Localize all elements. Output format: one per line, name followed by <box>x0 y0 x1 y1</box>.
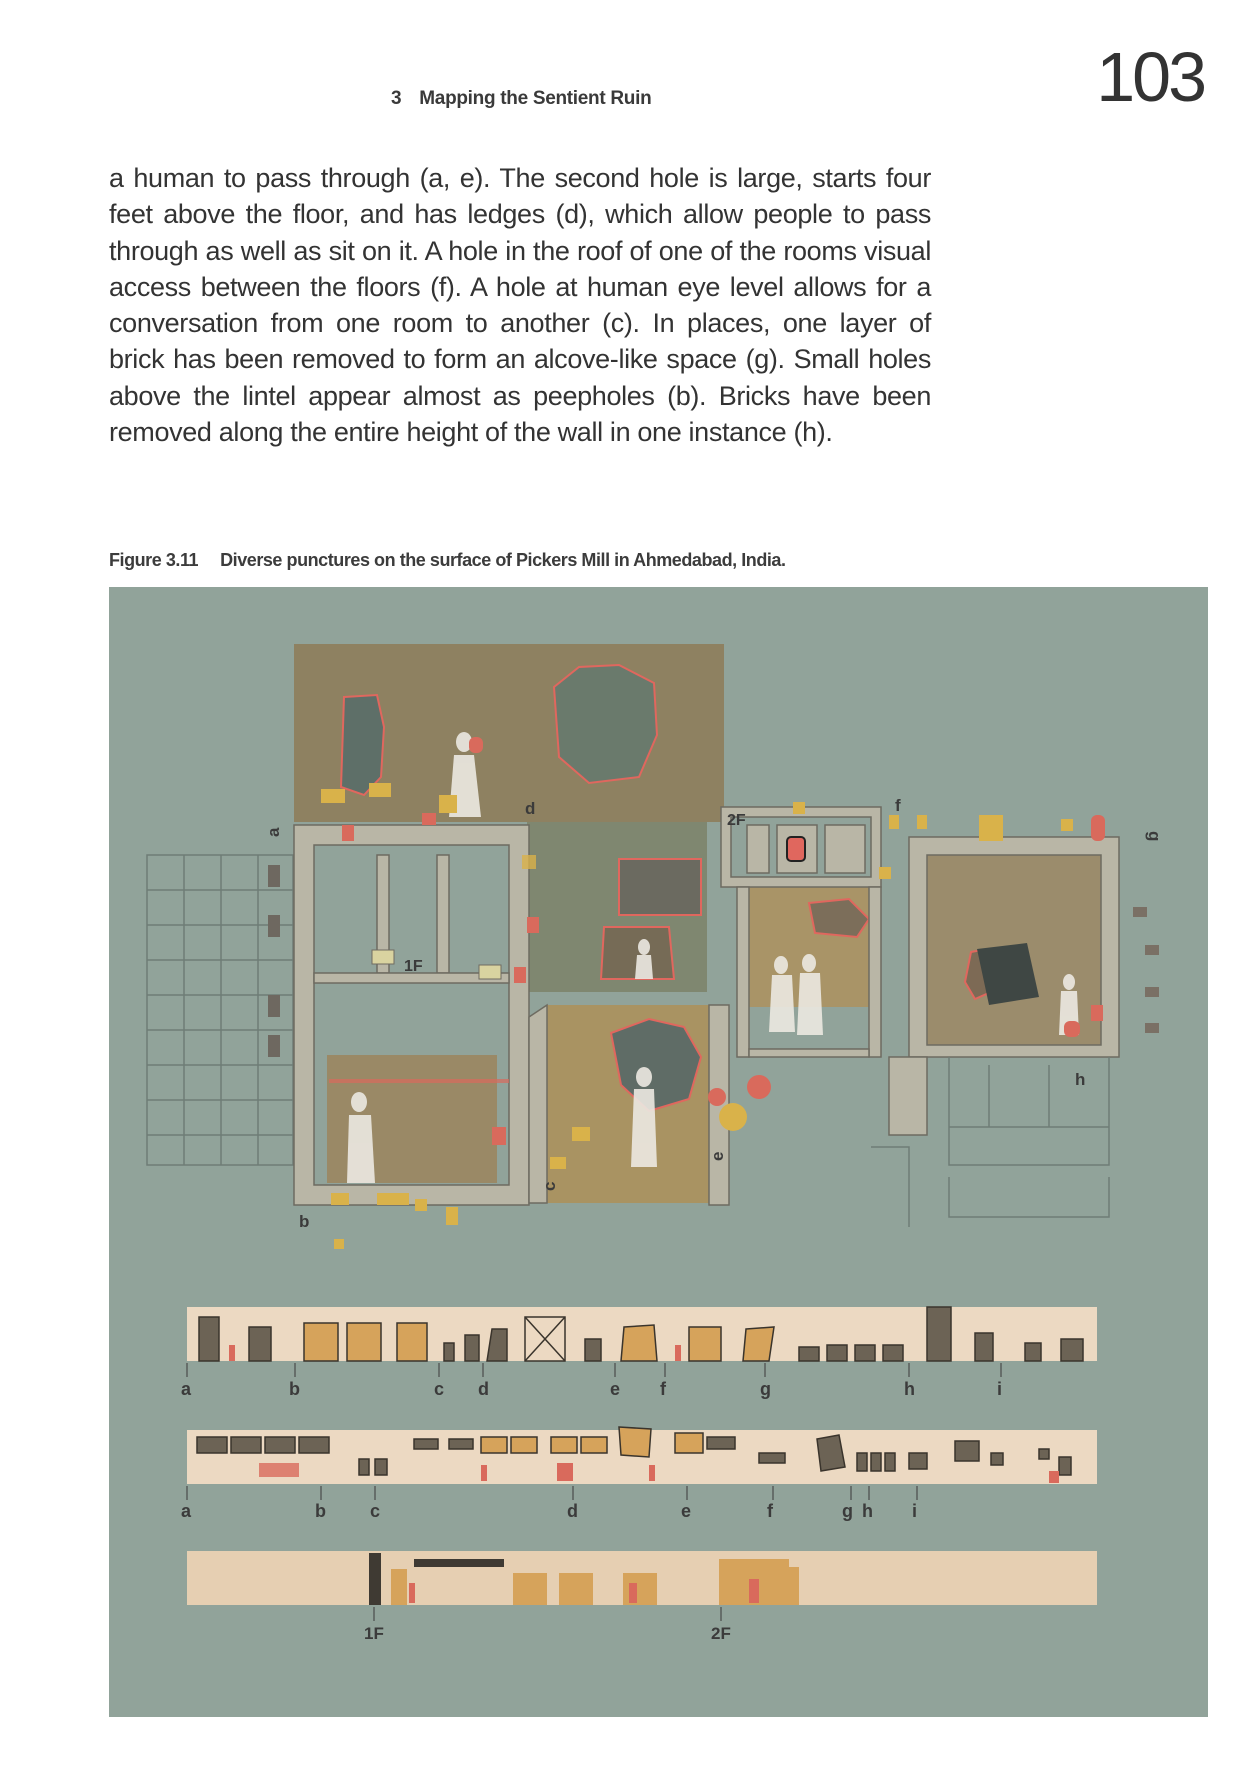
strip3-label-2f: 2F <box>711 1624 731 1643</box>
plan-label-f: f <box>895 796 901 815</box>
strip2-label-c: c <box>370 1501 381 1521</box>
plan-label-b: b <box>299 1212 310 1231</box>
strip2-label-b: b <box>315 1501 326 1521</box>
elevation-strip-2 <box>181 1427 1097 1521</box>
strip1-label-g: g <box>760 1379 771 1399</box>
strip1-label-e: e <box>610 1379 621 1399</box>
figure-label: Figure 3.11 <box>109 550 199 570</box>
figure-panel <box>109 587 1208 1717</box>
figure-caption-text: Diverse punctures on the surface of Pickers Mill in Ahmedabad, India. <box>220 550 786 570</box>
strip1-label-f: f <box>660 1379 666 1399</box>
plan-label-2f: 2F <box>727 812 746 829</box>
plan-label-d: d <box>525 799 536 818</box>
strip2-label-f: f <box>767 1501 773 1521</box>
site-plan <box>147 644 1164 1249</box>
chapter-number: 3 <box>391 88 402 109</box>
page-number: 103 <box>1096 38 1204 116</box>
strip1-label-b: b <box>289 1379 300 1399</box>
chapter-title: Mapping the Sentient Ruin <box>419 88 652 109</box>
body-paragraph: a human to pass through (a, e). The second hole is large, starts four feet above the floor, and has ledges (d), which allow people to pass through as well as sit on it. A hole in the roof of one of the rooms visual access between the floors (f). A hole at human eye level allows for a conversation from one room to another (c). In places, one layer of brick has been removed to form an alcove-like space (g). Small holes above the lintel appear almost as peepholes (b). Bricks have been removed along the entire height of the wall in one instance (h). <box>109 163 931 448</box>
strip1-label-a: a <box>181 1379 192 1399</box>
plan-label-g: g <box>1145 831 1164 842</box>
strip2-label-g: g <box>842 1501 853 1521</box>
elevation-strip-3 <box>187 1551 1097 1643</box>
roof-hole <box>787 837 805 861</box>
strip2-label-h: h <box>862 1501 873 1521</box>
figure-illustration <box>109 587 1208 1717</box>
strip2-label-d: d <box>567 1501 578 1521</box>
plan-label-1f: 1F <box>404 958 423 975</box>
plan-label-c: c <box>540 1181 559 1191</box>
figure-caption <box>109 550 786 571</box>
strip2-label-e: e <box>681 1501 692 1521</box>
strip3-label-1f: 1F <box>364 1624 384 1643</box>
strip2-label-a: a <box>181 1501 192 1521</box>
strip1-label-c: c <box>434 1379 445 1399</box>
plan-label-e: e <box>708 1151 727 1161</box>
plan-label-h: h <box>1075 1070 1086 1089</box>
strip1-label-i: i <box>997 1379 1003 1399</box>
elevation-strip-1 <box>181 1307 1097 1399</box>
strip2-label-i: i <box>912 1501 918 1521</box>
plan-label-a: a <box>264 827 283 837</box>
strip1-label-d: d <box>478 1379 489 1399</box>
strip1-label-h: h <box>904 1379 915 1399</box>
running-head <box>391 88 651 110</box>
